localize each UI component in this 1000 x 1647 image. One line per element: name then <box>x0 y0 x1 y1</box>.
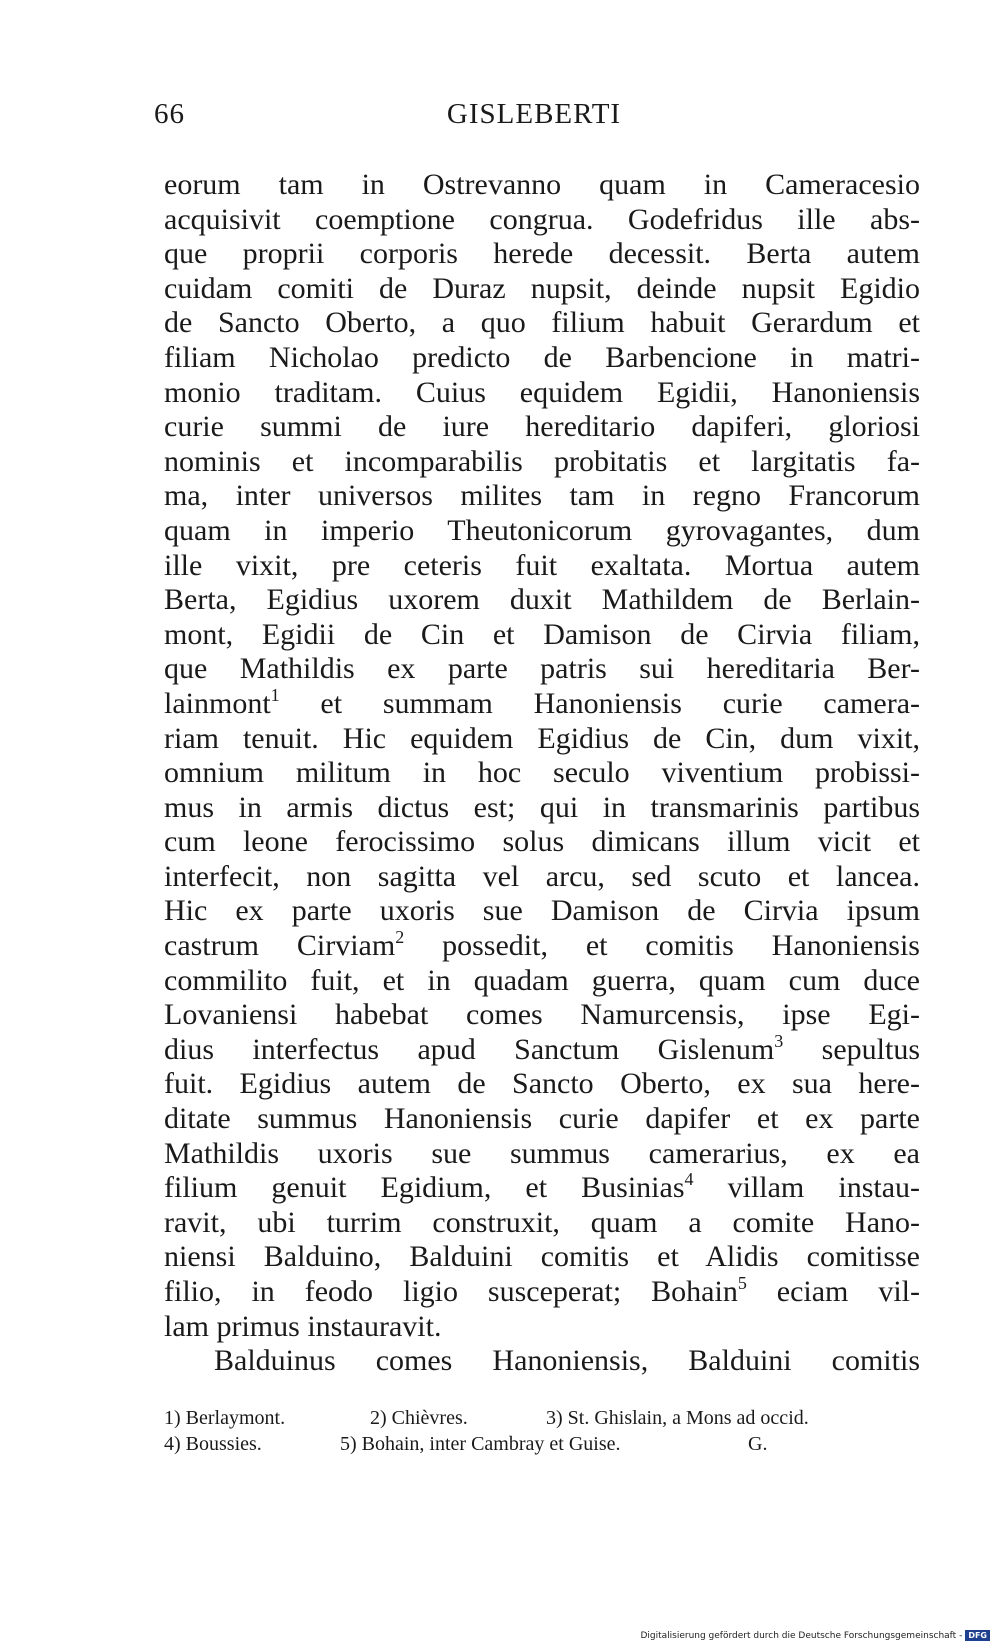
text-line <box>164 1275 920 1310</box>
text-segment: lainmont <box>164 686 271 720</box>
text-line: ille vixit, pre ceteris fuit exaltata. Mortua autem <box>164 548 920 582</box>
footnote-row <box>164 1405 920 1431</box>
footnote-4: 4) Boussies. <box>164 1433 262 1455</box>
page-number: 66 <box>154 98 185 130</box>
footnote-marker: 3 <box>774 1030 784 1051</box>
text-line: de Sancto Oberto, a quo filium habuit Gerardum et <box>164 306 920 340</box>
footnote-marker: 5 <box>737 1273 747 1293</box>
text-segment: filium genuit Egidium, et Businias <box>164 1171 685 1205</box>
text-segment: villam instau- <box>693 1171 921 1205</box>
text-line: Mathildis uxoris sue summus camerarius, ex ea <box>164 1136 920 1170</box>
running-head: GISLEBERTI <box>446 98 622 130</box>
text-line: commilito fuit, et in quadam guerra, quam cum duce <box>164 963 920 997</box>
footnote-signature: G. <box>748 1433 768 1455</box>
text-line: Berta, Egidius uxorem duxit Mathildem de Berlain- <box>164 583 920 617</box>
footnote-row <box>164 1431 920 1457</box>
footnote-2: 2) Chièvres. <box>370 1407 468 1429</box>
text-segment: et summam Hanoniensis curie camera- <box>279 686 920 720</box>
text-line: lam primus instauravit. <box>164 1309 442 1343</box>
text-line: mus in armis dictus est; qui in transmarinis partibus <box>164 790 920 824</box>
text-line: eorum tam in Ostrevanno quam in Cameracesio <box>164 168 920 201</box>
text-segment: castrum Cirviam <box>164 929 396 963</box>
footnotes <box>164 1405 920 1457</box>
text-line <box>164 929 920 964</box>
dfg-logo: DFG <box>965 1630 990 1641</box>
text-segment: dius interfectus apud Sanctum Gislenum <box>164 1032 775 1066</box>
footnote-3: 3) St. Ghislain, a Mons ad occid. <box>546 1407 809 1429</box>
text-line: nominis et incomparabilis probitatis et largitatis fa- <box>164 444 920 478</box>
text-line: omnium militum in hoc seculo viventium probissi- <box>164 756 920 790</box>
text-line: ravit, ubi turrim construxit, quam a comite Hano- <box>164 1205 920 1239</box>
text-line <box>164 1030 921 1068</box>
text-line: riam tenuit. Hic equidem Egidius de Cin, dum vixit, <box>164 721 920 755</box>
footnote-marker: 1 <box>270 684 280 705</box>
page-header <box>154 98 914 138</box>
text-line <box>164 1171 920 1206</box>
text-line: niensi Balduino, Balduini comitis et Alidis comitisse <box>164 1240 920 1274</box>
text-segment: possedit, et comitis Hanoniensis <box>404 929 920 963</box>
footnote-1: 1) Berlaymont. <box>164 1407 286 1429</box>
text-line: acquisivit coemptione congrua. Godefridus ille abs- <box>164 202 920 236</box>
text-line: quam in imperio Theutonicorum gyrovagantes, dum <box>164 513 920 547</box>
text-line: cum leone ferocissimo solus dimicans illum vicit et <box>164 825 920 859</box>
text-line <box>164 684 920 722</box>
text-line: Hic ex parte uxoris sue Damison de Cirvia ipsum <box>164 894 920 928</box>
text-line: filiam Nicholao predicto de Barbencione in matri- <box>164 340 920 374</box>
text-line: que Mathildis ex parte patris sui hereditaria Ber- <box>164 652 920 686</box>
text-line: que proprii corporis herede decessit. Berta autem <box>164 237 920 271</box>
text-line: mont, Egidii de Cin et Damison de Cirvia filiam, <box>164 617 920 651</box>
text-segment: eciam vil- <box>746 1275 921 1308</box>
text-line: fuit. Egidius autem de Sancto Oberto, ex sua here- <box>164 1067 920 1101</box>
footnote-5: 5) Bohain, inter Cambray et Guise. <box>340 1433 621 1455</box>
body-text <box>164 168 920 1379</box>
text-line: ditate summus Hanoniensis curie dapifer et ex parte <box>164 1102 920 1136</box>
text-line: cuidam comiti de Duraz nupsit, deinde nupsit Egidio <box>164 271 920 305</box>
digitization-credit <box>640 1630 990 1641</box>
credit-text: Digitalisierung gefördert durch die Deutsche Forschungsgemeinschaft - <box>640 1631 963 1641</box>
footnote-marker: 4 <box>684 1169 694 1190</box>
footnote-marker: 2 <box>395 927 405 948</box>
text-line: curie summi de iure hereditario dapiferi, gloriosi <box>164 410 920 444</box>
text-line: Balduinus comes Hanoniensis, Balduini comitis <box>214 1344 920 1378</box>
text-line: monio traditam. Cuius equidem Egidii, Hanoniensis <box>164 375 920 409</box>
text-line: interfecit, non sagitta vel arcu, sed scuto et lancea. <box>164 859 920 893</box>
text-segment: filio, in feodo ligio susceperat; Bohain <box>164 1275 738 1308</box>
text-segment: sepultus <box>783 1032 921 1066</box>
text-line: Lovaniensi habebat comes Namurcensis, ipse Egi- <box>164 998 920 1032</box>
text-line: ma, inter universos milites tam in regno Francorum <box>164 479 920 513</box>
